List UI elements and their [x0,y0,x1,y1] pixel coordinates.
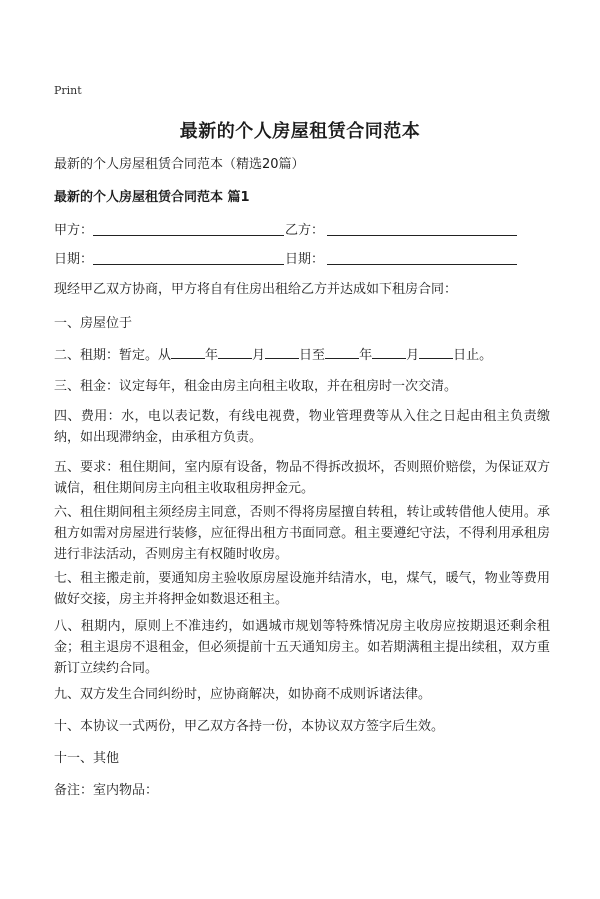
document-title: 最新的个人房屋租赁合同范本 [179,121,421,142]
party-b-line [327,235,517,236]
blank-month-start [218,345,252,359]
clause-11: 十一、其他 [54,751,120,766]
clause-2-end: 日止。 [453,348,493,363]
date-b-line [327,264,517,265]
blank-month-end [372,345,406,359]
blank-day-start [265,345,299,359]
clause-4: 四、费用：水，电以表记数，有线电视费，物业管理费等从入住之日起由租主负责缴纳，如出现滞纳金，由承租方负责。 [54,409,550,445]
clause-9: 九、双方发生合同纠纷时，应协商解决，如协商不成则诉诸法律。 [54,687,432,702]
party-b-label: 乙方： [285,223,325,238]
date-a-line [93,264,284,265]
clause-2-year1: 年 [205,348,219,363]
intro-paragraph: 现经甲乙双方协商，甲方将自有住房出租给乙方并达成如下租房合同： [54,282,458,297]
date-b-label: 日期： [285,252,325,267]
section-heading: 最新的个人房屋租赁合同范本 篇1 [54,190,250,205]
date-row [54,248,550,268]
clause-7: 七、租主搬走前，要通知房主验收原房屋设施并结清水，电，煤气，暖气，物业等费用做好交接，房主并将押金如数退还租主。 [54,571,550,607]
clause-10: 十、本协议一式两份，甲乙双方各持一份，本协议双方签字后生效。 [54,719,445,734]
date-a-label: 日期： [54,252,94,267]
clause-2 [54,345,550,366]
blank-year-start [171,345,205,359]
clause-1: 一、房屋位于 [54,316,133,331]
clause-3: 三、租金：议定每年，租金由房主向租主收取，并在租房时一次交清。 [54,379,458,394]
party-a-label: 甲方： [54,223,94,238]
clause-8: 八、租期内，原则上不准违约，如遇城市规划等特殊情况房主收房应按期退还剩余租金；租主退房不退租金，但必须提前十五天通知房主。如若期满租主提出续租，双方重新订立续约合同。 [54,619,550,676]
party-row [54,219,550,239]
clause-5: 五、要求：租住期间，室内原有设备，物品不得拆改损坏，否则照价赔偿，为保证双方诚信，租住期间房主向租主收取租房押金元。 [54,460,550,496]
clause-2-year2: 年 [359,348,373,363]
clause-2-month2: 月 [406,348,420,363]
blank-day-end [419,345,453,359]
remark: 备注：室内物品： [54,783,159,798]
blank-year-end [325,345,359,359]
clause-2-day-to: 日至 [299,348,326,363]
document-subtitle: 最新的个人房屋租赁合同范本（精选20篇） [54,157,305,172]
clause-6: 六、租住期间租主须经房主同意，否则不得将房屋擅自转租，转让或转借他人使用。承租方如需对房屋进行装修，应征得出租方书面同意。租主要遵纪守法，不得利用承租房进行非法活动，否则房主有权随时收房。 [54,505,550,562]
clause-2-month1: 月 [252,348,266,363]
print-label[interactable]: Print [54,84,82,97]
clause-2-prefix: 二、租期：暂定。从 [54,348,172,363]
party-a-line [93,235,284,236]
